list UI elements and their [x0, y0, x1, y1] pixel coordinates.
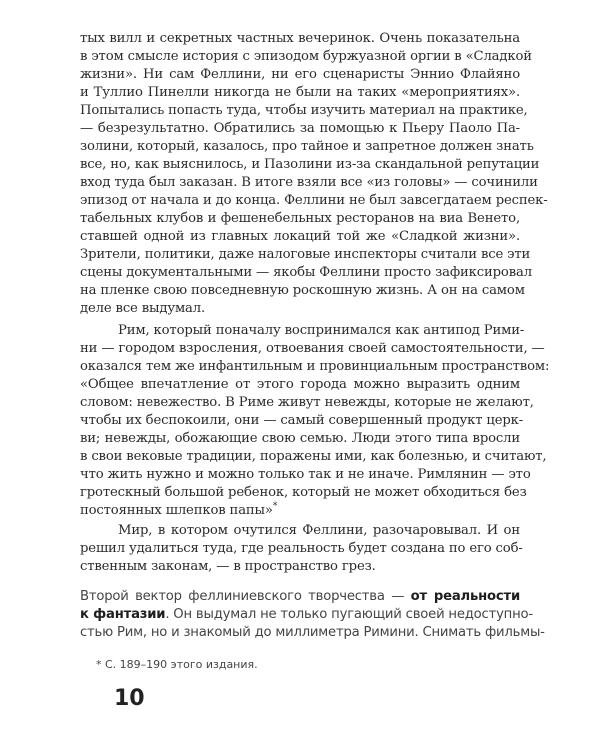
text-line: что жить нужно и можно только так и не иначе. Римлянин — это [80, 467, 531, 482]
text-line: все, но, как выяснилось, и Пазолини из-за скандальной репутации [80, 157, 540, 172]
text-line [80, 502, 520, 520]
text-line: ственным законам, — в пространство грез. [80, 559, 376, 574]
text-line: на пленке свою повседневную роскошную жизнь. А он на самом [80, 283, 525, 298]
text-line: сцены документальными — якобы Феллини просто зафиксировал [80, 265, 532, 280]
text-line: — безрезультатно. Обратились за помощью к Пьеру Паоло Па- [80, 121, 520, 136]
text-line: деле все выдумал. [80, 301, 206, 316]
text-line: табельных клубов и фешенебельных ресторанов на виа Венето, [80, 211, 520, 226]
text-line: к фантазии. Он выдумал не только пугающий своей недоступно- [80, 607, 533, 622]
text-line: «Общее впечатление от этого города можно выразить одним [80, 377, 520, 392]
text-line: Рим, который поначалу воспринимался как антипод Рими- [118, 323, 525, 338]
footnote-text: С. 189–190 этого издания. [105, 658, 258, 671]
text-line: стью Рим, но и знакомый до миллиметра Римини. Снимать фильмы- [80, 625, 545, 640]
text-line: эпизод от начала и до конца. Феллини не был завсегдатаем респек- [80, 193, 548, 208]
emphasis: к фантазии [80, 607, 166, 622]
text-line: в свои вековые традиции, поражены ими, как болезнью, и считают, [80, 449, 547, 464]
text-line: Второй вектор феллиниевского творчества — от реальности [80, 589, 520, 604]
emphasis: от реальности [410, 589, 520, 604]
text-line: Попытались попасть туда, чтобы изучить материал на практике, [80, 103, 528, 118]
text-line: золини, который, казалось, про тайное и запретное должен знать [80, 139, 534, 154]
text-line: гротескный большой ребенок, который не может обходиться без [80, 485, 527, 500]
footnote-ref: * [272, 501, 278, 512]
text-line: тых вилл и секретных частных вечеринок. Очень показательна [80, 31, 520, 46]
text-line: решил удалиться туда, где реальность будет создана по его соб- [80, 541, 523, 556]
footnote [96, 658, 258, 671]
quote-end: постоянных шлепков папы» [80, 503, 273, 518]
text-line: чтобы их беспокоили, они — самый совершенный продукт церк- [80, 413, 524, 428]
text-line: в этом смысле история с эпизодом буржуазной оргии в «Сладкой [80, 49, 532, 64]
text-line: вход туда был заказан. В итоге взяли все «из головы» — сочинили [80, 175, 538, 190]
text-line: Зрители, политики, даже налоговые инспекторы считали все эти [80, 247, 531, 262]
footnote-marker: * [96, 658, 102, 671]
text-line: ни — городом взросления, отвоевания своей самостоятельности, — [80, 341, 545, 356]
text-line: ставшей одной из главных локаций той же «Сладкой жизни». [80, 229, 520, 244]
text-line: жизни». Ни сам Феллини, ни его сценаристы Эннио Флайяно [80, 67, 520, 82]
text-line: оказался тем же инфантильным и провинциальным пространством: [80, 359, 550, 374]
text-line: ви; невежды, обожающие свою семью. Люди этого типа вросли [80, 431, 520, 446]
text-line: словом: невежество. В Риме живут невежды, которые не желают, [80, 395, 534, 410]
text-line: Мир, в котором очутился Феллини, разочаровывал. И он [118, 523, 520, 538]
page-number: 10 [114, 686, 145, 711]
text-line: и Туллио Пинелли никогда не были на таких «мероприятиях». [80, 85, 520, 100]
